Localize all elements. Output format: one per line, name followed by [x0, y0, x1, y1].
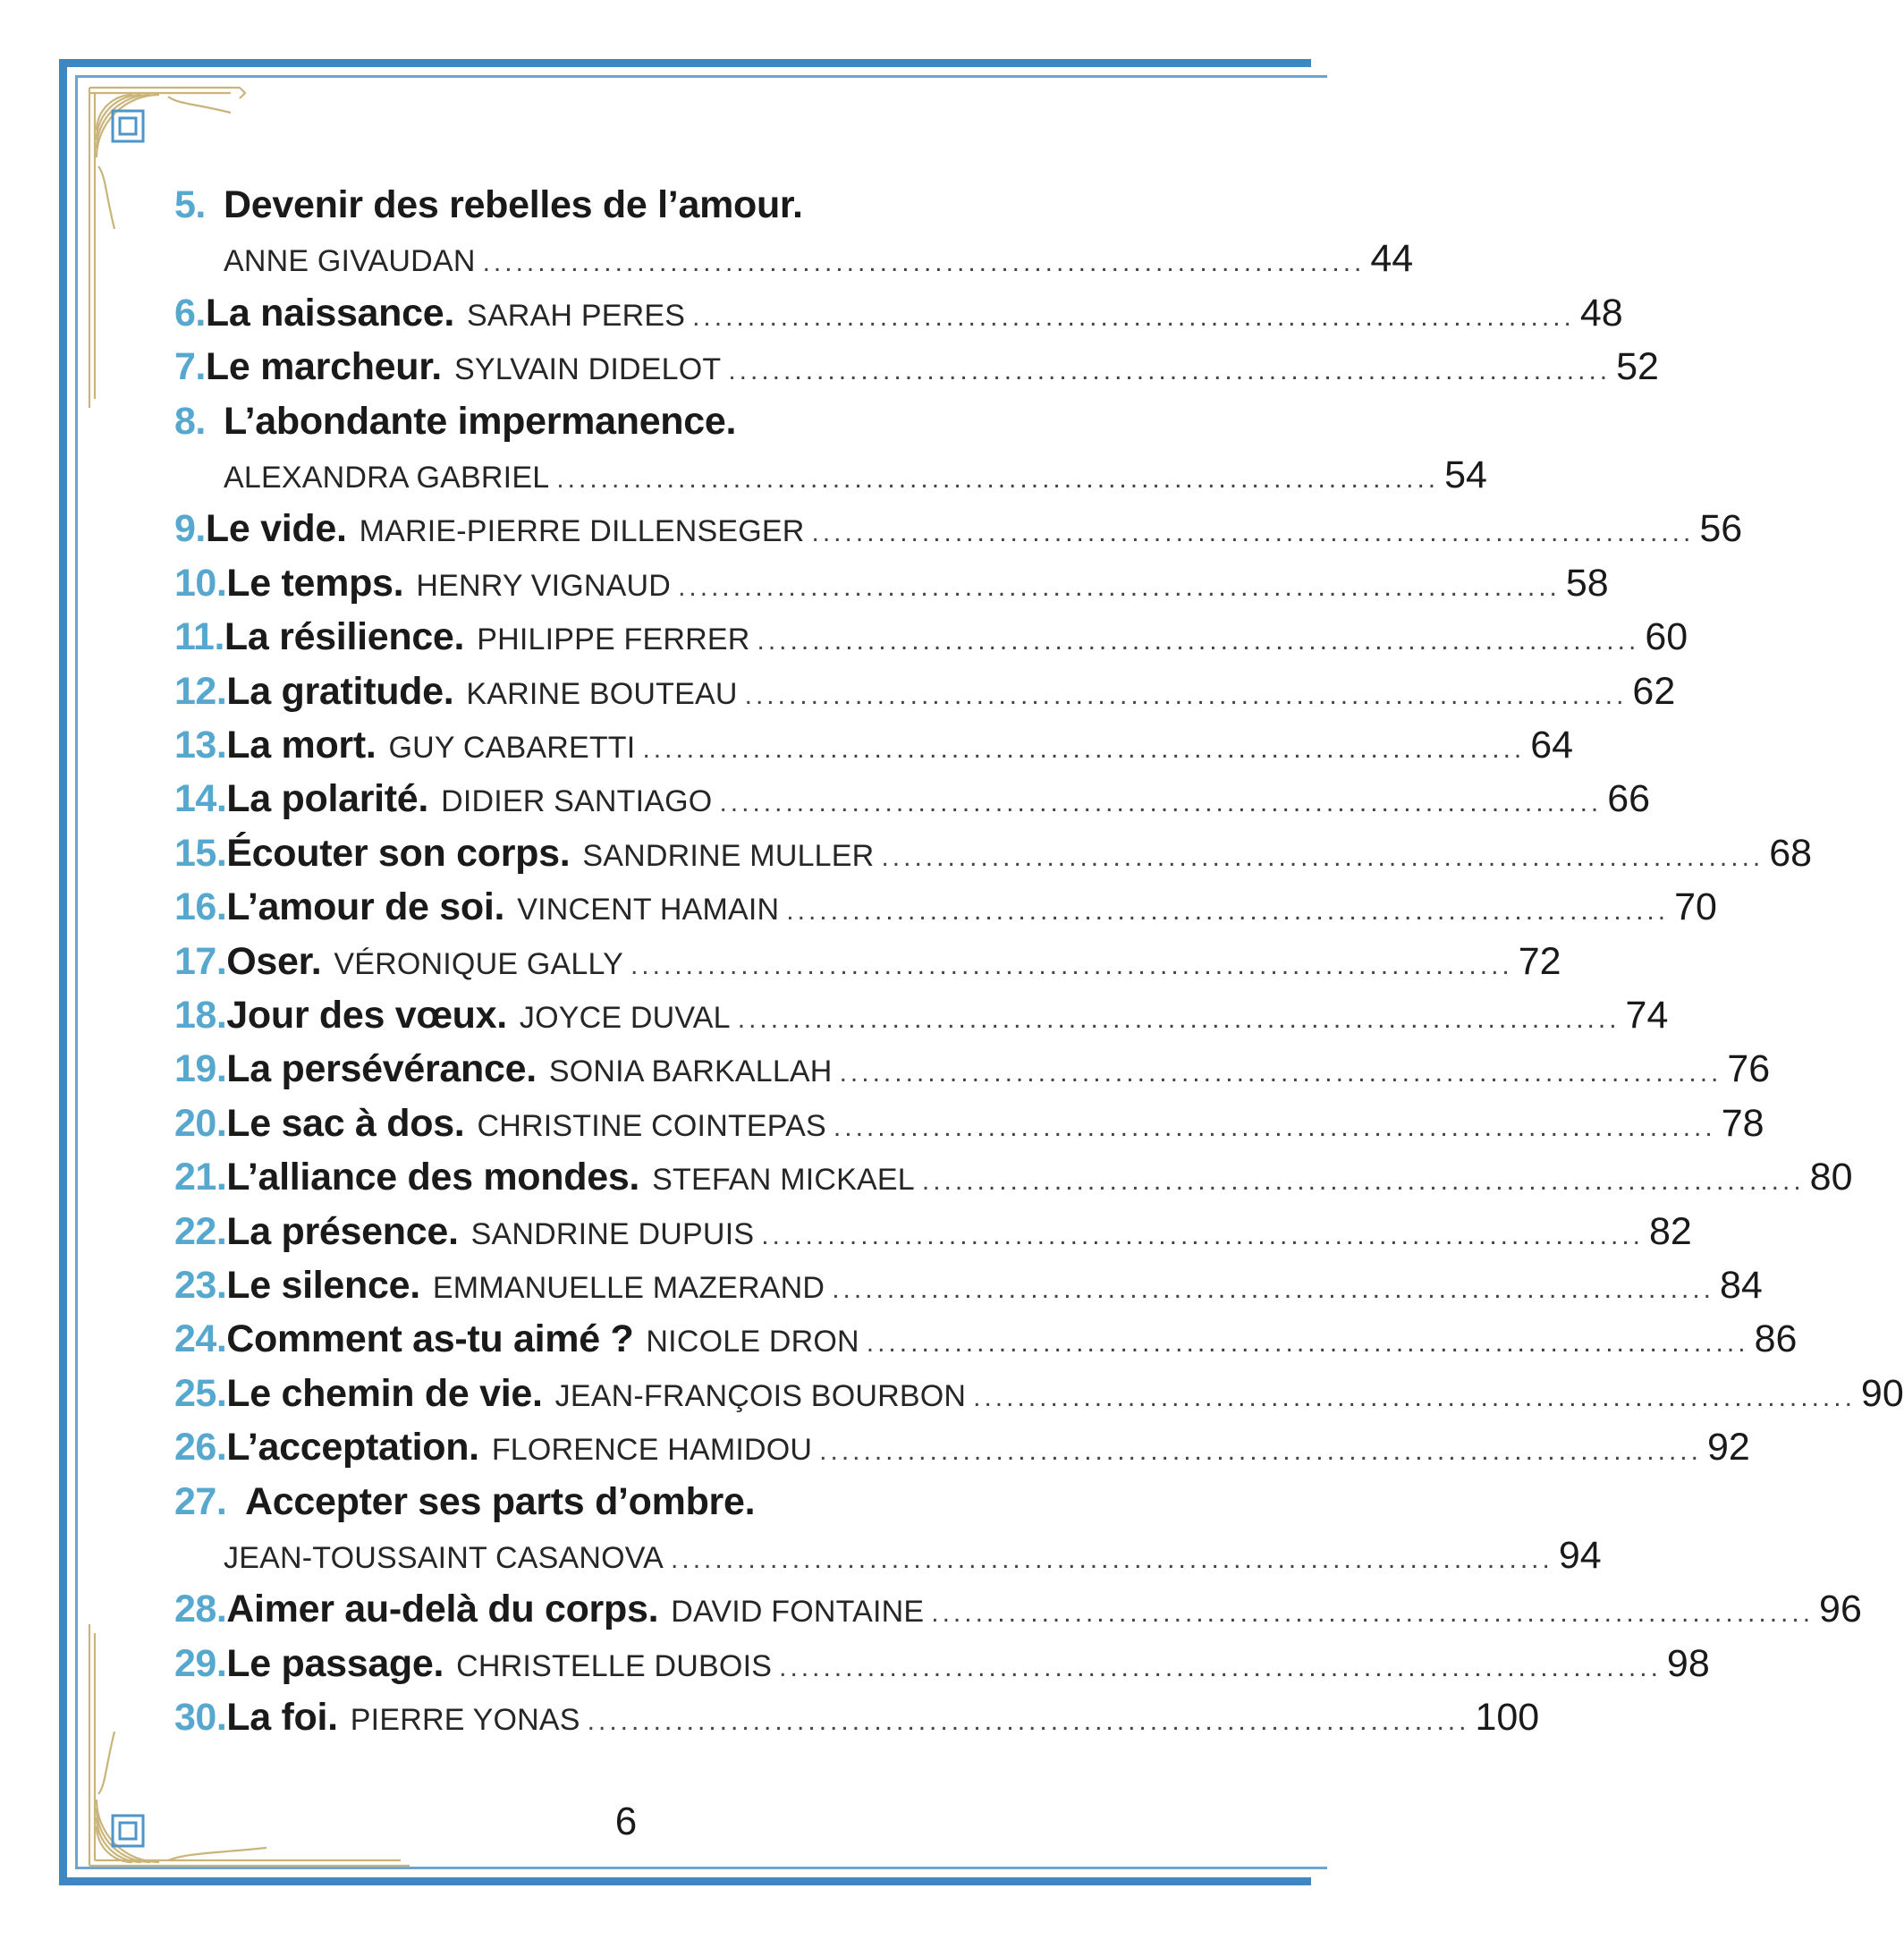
dot-leader: ................................................................................ — [761, 1220, 1645, 1250]
entry-number: 28. — [174, 1588, 227, 1631]
entry-number: 14. — [174, 777, 227, 821]
toc-author-line — [224, 1534, 1602, 1586]
entry-title: La gratitude. — [226, 669, 454, 713]
dot-leader: ................................................................................ — [833, 1112, 1716, 1142]
entry-author: SARAH PERES — [467, 298, 686, 333]
entry-author: DAVID FONTAINE — [671, 1595, 925, 1630]
entry-page-number: 68 — [1769, 831, 1813, 875]
toc-entry — [174, 1264, 1763, 1316]
entry-author: KARINE BOUTEAU — [466, 676, 738, 711]
entry-number: 5. — [174, 183, 206, 226]
entry-author: FLORENCE HAMIDOU — [491, 1433, 813, 1468]
entry-title: Le temps. — [226, 561, 404, 605]
page-number: 6 — [614, 1800, 638, 1843]
entry-title: Le chemin de vie. — [226, 1371, 543, 1415]
dot-leader: ................................................................................ — [728, 356, 1612, 386]
entry-number: 11. — [174, 615, 224, 659]
entry-page-number: 72 — [1518, 939, 1561, 983]
entry-title: Le vide. — [205, 507, 347, 551]
entry-number: 15. — [174, 831, 227, 875]
dot-leader: ................................................................................ — [556, 464, 1440, 494]
toc-entry — [174, 1317, 1798, 1369]
dot-leader: ................................................................................ — [931, 1598, 1815, 1629]
toc-entry — [174, 1426, 1750, 1478]
entry-page-number: 62 — [1632, 669, 1676, 713]
entry-number: 17. — [174, 939, 227, 983]
entry-number: 19. — [174, 1047, 227, 1091]
toc-entry — [174, 183, 1078, 235]
dot-leader: ................................................................................ — [866, 1328, 1749, 1359]
dot-leader: ................................................................................ — [881, 842, 1764, 872]
entry-page-number: 48 — [1579, 291, 1623, 335]
entry-author: DIDIER SANTIAGO — [441, 784, 713, 819]
entry-page-number: 90 — [1860, 1371, 1904, 1415]
toc-author-line — [224, 453, 1487, 505]
entry-title: Devenir des rebelles de l’amour. — [224, 183, 803, 226]
dot-leader: ................................................................................ — [832, 1275, 1714, 1304]
entry-author: SANDRINE DUPUIS — [470, 1216, 755, 1251]
entry-number: 20. — [174, 1101, 227, 1145]
entry-title: L’acceptation. — [226, 1426, 479, 1469]
toc-entry — [174, 1588, 1862, 1639]
entry-author: SANDRINE MULLER — [582, 838, 875, 873]
entry-author: ALEXANDRA GABRIEL — [224, 461, 550, 495]
entry-number: 18. — [174, 994, 227, 1037]
entry-author: ANNE GIVAUDAN — [224, 244, 476, 279]
entry-page-number: 98 — [1666, 1641, 1710, 1685]
toc-entry — [174, 1101, 1764, 1154]
entry-page-number: 76 — [1727, 1047, 1771, 1091]
entry-author: SONIA BARKALLAH — [548, 1054, 833, 1089]
entry-number: 6. — [174, 291, 206, 335]
entry-title: Le passage. — [226, 1641, 444, 1685]
toc-entry — [174, 1480, 1078, 1532]
toc-entry — [174, 400, 1078, 452]
toc-entry — [174, 1047, 1771, 1099]
entry-author: CHRISTINE COINTEPAS — [477, 1108, 826, 1143]
entry-title: L’abondante impermanence. — [224, 399, 737, 443]
entry-title: Jour des vœux. — [226, 994, 507, 1037]
toc-entry — [174, 345, 1659, 397]
toc-entry — [174, 885, 1717, 937]
entry-author: VINCENT HAMAIN — [517, 893, 780, 927]
toc-entry — [174, 561, 1609, 614]
entry-page-number: 70 — [1674, 885, 1717, 929]
dot-leader: ................................................................................ — [671, 1545, 1553, 1574]
dot-leader: ................................................................................ — [819, 1436, 1702, 1467]
entry-page-number: 84 — [1720, 1264, 1763, 1307]
entry-title: La présence. — [226, 1209, 459, 1253]
entry-number: 27. — [174, 1479, 227, 1523]
entry-page-number: 54 — [1444, 453, 1487, 496]
entry-title: Aimer au-delà du corps. — [226, 1588, 659, 1631]
dot-leader: ................................................................................ — [921, 1166, 1805, 1197]
dot-leader: ................................................................................ — [737, 1004, 1621, 1034]
entry-author: CHRISTELLE DUBOIS — [456, 1648, 773, 1683]
entry-page-number: 86 — [1754, 1317, 1798, 1361]
entry-title: Oser. — [226, 939, 322, 983]
entry-page-number: 44 — [1370, 237, 1414, 281]
entry-number: 26. — [174, 1426, 227, 1469]
toc-entry — [174, 291, 1623, 343]
entry-title: La polarité. — [226, 777, 429, 821]
toc-entry — [174, 777, 1651, 829]
entry-number: 23. — [174, 1264, 227, 1307]
entry-page-number: 56 — [1699, 507, 1743, 551]
toc-entry — [174, 1156, 1853, 1207]
dot-leader: ................................................................................ — [839, 1058, 1722, 1088]
entry-page-number: 94 — [1558, 1534, 1602, 1577]
dot-leader: ................................................................................ — [482, 248, 1366, 278]
entry-page-number: 78 — [1721, 1101, 1764, 1145]
entry-title: Comment as-tu aimé ? — [226, 1317, 634, 1361]
entry-title: La naissance. — [205, 291, 455, 335]
entry-author: JEAN-FRANÇOIS BOURBON — [554, 1378, 967, 1413]
entry-number: 29. — [174, 1641, 227, 1685]
entry-title: Le marcheur. — [205, 345, 442, 389]
toc-entry — [174, 615, 1688, 667]
entry-page-number: 100 — [1475, 1696, 1540, 1740]
entry-author: HENRY VIGNAUD — [416, 568, 672, 603]
entry-number: 25. — [174, 1371, 227, 1415]
dot-leader: ................................................................................ — [642, 734, 1526, 764]
entry-title: L’alliance des mondes. — [226, 1156, 640, 1199]
toc-author-line — [224, 237, 1414, 289]
toc-entry — [174, 1209, 1692, 1262]
entry-number: 24. — [174, 1317, 227, 1361]
toc-entry — [174, 507, 1743, 559]
entry-number: 13. — [174, 724, 227, 766]
entry-number: 9. — [174, 507, 206, 551]
entry-title: Le sac à dos. — [226, 1101, 465, 1145]
toc-entry — [174, 994, 1669, 1046]
toc-entry — [174, 1371, 1904, 1424]
entry-number: 30. — [174, 1696, 227, 1740]
entry-number: 10. — [174, 561, 227, 605]
entry-title: Accepter ses parts d’ombre. — [245, 1479, 756, 1523]
entry-title: La foi. — [226, 1696, 338, 1740]
toc-entry — [174, 724, 1574, 775]
entry-title: L’amour de soi. — [226, 885, 505, 929]
entry-page-number: 80 — [1809, 1156, 1853, 1199]
entry-title: Le silence. — [226, 1264, 420, 1307]
entry-number: 7. — [174, 345, 206, 389]
toc-entry — [174, 939, 1561, 992]
dot-leader: ................................................................................ — [786, 896, 1670, 927]
dot-leader: ................................................................................ — [973, 1382, 1856, 1412]
entry-number: 22. — [174, 1209, 227, 1253]
entry-author: JEAN-TOUSSAINT CASANOVA — [224, 1541, 664, 1575]
dot-leader: ................................................................................ — [692, 301, 1575, 332]
toc-entry — [174, 669, 1676, 722]
dot-leader: ................................................................................ — [811, 518, 1695, 548]
entry-number: 21. — [174, 1156, 227, 1199]
dot-leader: ................................................................................ — [779, 1652, 1662, 1682]
toc-entry — [174, 1696, 1540, 1748]
entry-author: VÉRONIQUE GALLY — [334, 946, 623, 981]
dot-leader: ................................................................................ — [678, 572, 1561, 602]
entry-page-number: 92 — [1706, 1426, 1750, 1469]
entry-author: GUY CABARETTI — [388, 731, 636, 765]
entry-author: PHILIPPE FERRER — [477, 623, 750, 657]
entry-title: La résilience. — [224, 615, 465, 659]
toc-entry — [174, 831, 1813, 884]
dot-leader: ................................................................................ — [719, 788, 1603, 818]
entry-number: 8. — [174, 399, 206, 443]
entry-author: SYLVAIN DIDELOT — [453, 352, 722, 387]
entry-title: La mort. — [226, 724, 377, 766]
dot-leader: ................................................................................ — [587, 1707, 1470, 1737]
entry-author: EMMANUELLE MAZERAND — [432, 1271, 825, 1305]
entry-page-number: 74 — [1625, 994, 1669, 1037]
toc-entry — [174, 1641, 1710, 1694]
entry-title: Écouter son corps. — [226, 831, 571, 875]
entry-page-number: 58 — [1565, 561, 1609, 605]
entry-page-number: 60 — [1645, 615, 1688, 659]
entry-page-number: 66 — [1607, 777, 1651, 821]
dot-leader: ................................................................................ — [744, 680, 1628, 710]
dot-leader: ................................................................................ — [630, 950, 1513, 980]
entry-number: 16. — [174, 885, 227, 929]
entry-page-number: 96 — [1819, 1588, 1862, 1631]
entry-author: JOYCE DUVAL — [519, 1001, 731, 1035]
entry-page-number: 52 — [1616, 345, 1659, 389]
entry-title: La persévérance. — [226, 1047, 537, 1091]
entry-author: NICOLE DRON — [646, 1325, 859, 1359]
entry-page-number: 82 — [1649, 1209, 1692, 1253]
entry-author: PIERRE YONAS — [350, 1703, 580, 1738]
entry-author: MARIE-PIERRE DILLENSEGER — [359, 514, 805, 549]
entry-number: 12. — [174, 669, 227, 713]
dot-leader: ................................................................................ — [757, 626, 1640, 656]
entry-author: STEFAN MICKAEL — [652, 1163, 915, 1198]
entry-page-number: 64 — [1530, 724, 1574, 766]
